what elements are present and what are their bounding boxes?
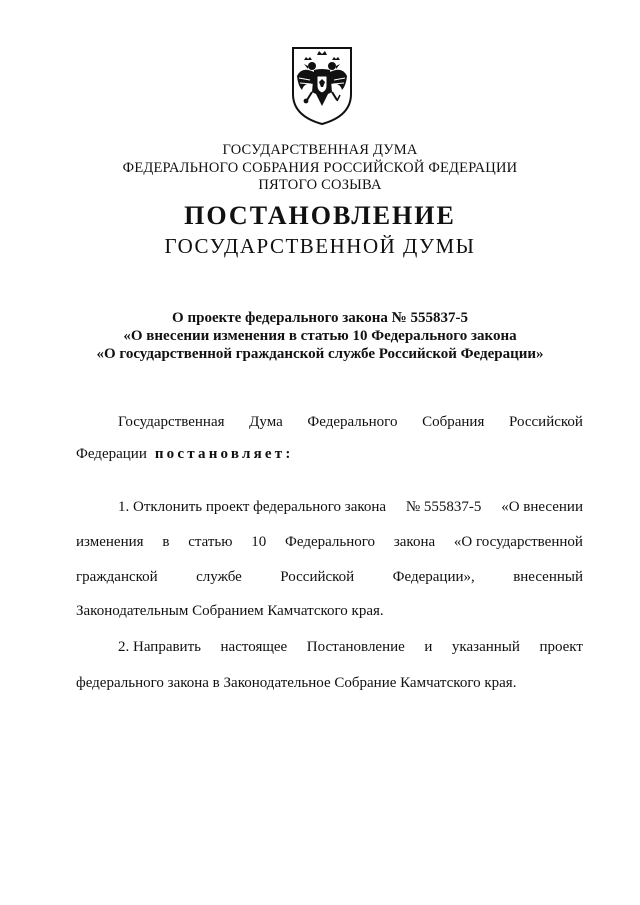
convocation-line: ПЯТОГО СОЗЫВА: [258, 177, 382, 193]
item-1-text: 1. Отклонить проект федерального закона: [118, 499, 387, 515]
decree-title: ПОСТАНОВЛЕНИЕ: [184, 201, 456, 230]
item-1-line-2: [76, 534, 583, 551]
subject-line-3: «О государственной гражданской службе Российской Федерации»: [96, 346, 544, 362]
item-1-line-4: Законодательным Собранием Камчатского края.: [76, 603, 384, 619]
item-1-word: «О государственной: [453, 534, 583, 550]
subject-line-1: О проекте федерального закона № 555837-5: [172, 310, 468, 326]
decree-subtitle: ГОСУДАРСТВЕННОЙ ДУМЫ: [164, 234, 476, 258]
item-2-word: настоящее: [220, 639, 288, 655]
intro-line-1: [118, 414, 583, 431]
item-1-word: статью: [188, 534, 233, 550]
item-1-word: Российской: [280, 569, 355, 585]
intro-word: Федерального: [307, 414, 398, 430]
intro-line-2: [76, 446, 583, 463]
intro-word: Государственная: [118, 414, 225, 430]
item-1-word: закона: [393, 534, 436, 550]
item-2-line-2: федерального закона в Законодательное Собрание Камчатского края.: [76, 675, 517, 691]
item-1-word: внесенный: [513, 569, 583, 585]
item-2-line-1: [118, 639, 583, 656]
item-1-text: № 555837-5: [405, 499, 482, 515]
intro-word: Российской: [509, 414, 583, 430]
intro-word: Федерации: [76, 446, 147, 462]
item-1-word: гражданской: [76, 569, 158, 585]
item-1-word: в: [162, 534, 170, 550]
org-name-line-1: ГОСУДАРСТВЕННАЯ ДУМА: [222, 142, 418, 158]
item-2-word: проект: [539, 639, 583, 655]
item-1-word: 10: [251, 534, 267, 550]
item-2-word: и: [424, 639, 433, 655]
resolves-word: постановляет:: [154, 446, 294, 462]
item-1-line-3: [76, 569, 583, 586]
item-1-word: изменения: [76, 534, 144, 550]
item-1-line-1: [118, 499, 583, 516]
org-name-line-2: ФЕДЕРАЛЬНОГО СОБРАНИЯ РОССИЙСКОЙ ФЕДЕРАЦИИ: [122, 160, 518, 176]
item-2-word: указанный: [451, 639, 520, 655]
item-1-word: службе: [196, 569, 242, 585]
subject-line-2: «О внесении изменения в статью 10 Федерального закона: [123, 328, 517, 344]
item-1-text: «О внесении: [501, 499, 583, 515]
item-1-word: Федерации»,: [392, 569, 475, 585]
item-2-word: Постановление: [306, 639, 405, 655]
intro-word: Дума: [249, 414, 283, 430]
item-1-word: Федерального: [285, 534, 376, 550]
item-2-word: 2. Направить: [118, 639, 201, 655]
coat-of-arms-emblem: [290, 46, 354, 126]
intro-word: Собрания: [422, 414, 485, 430]
